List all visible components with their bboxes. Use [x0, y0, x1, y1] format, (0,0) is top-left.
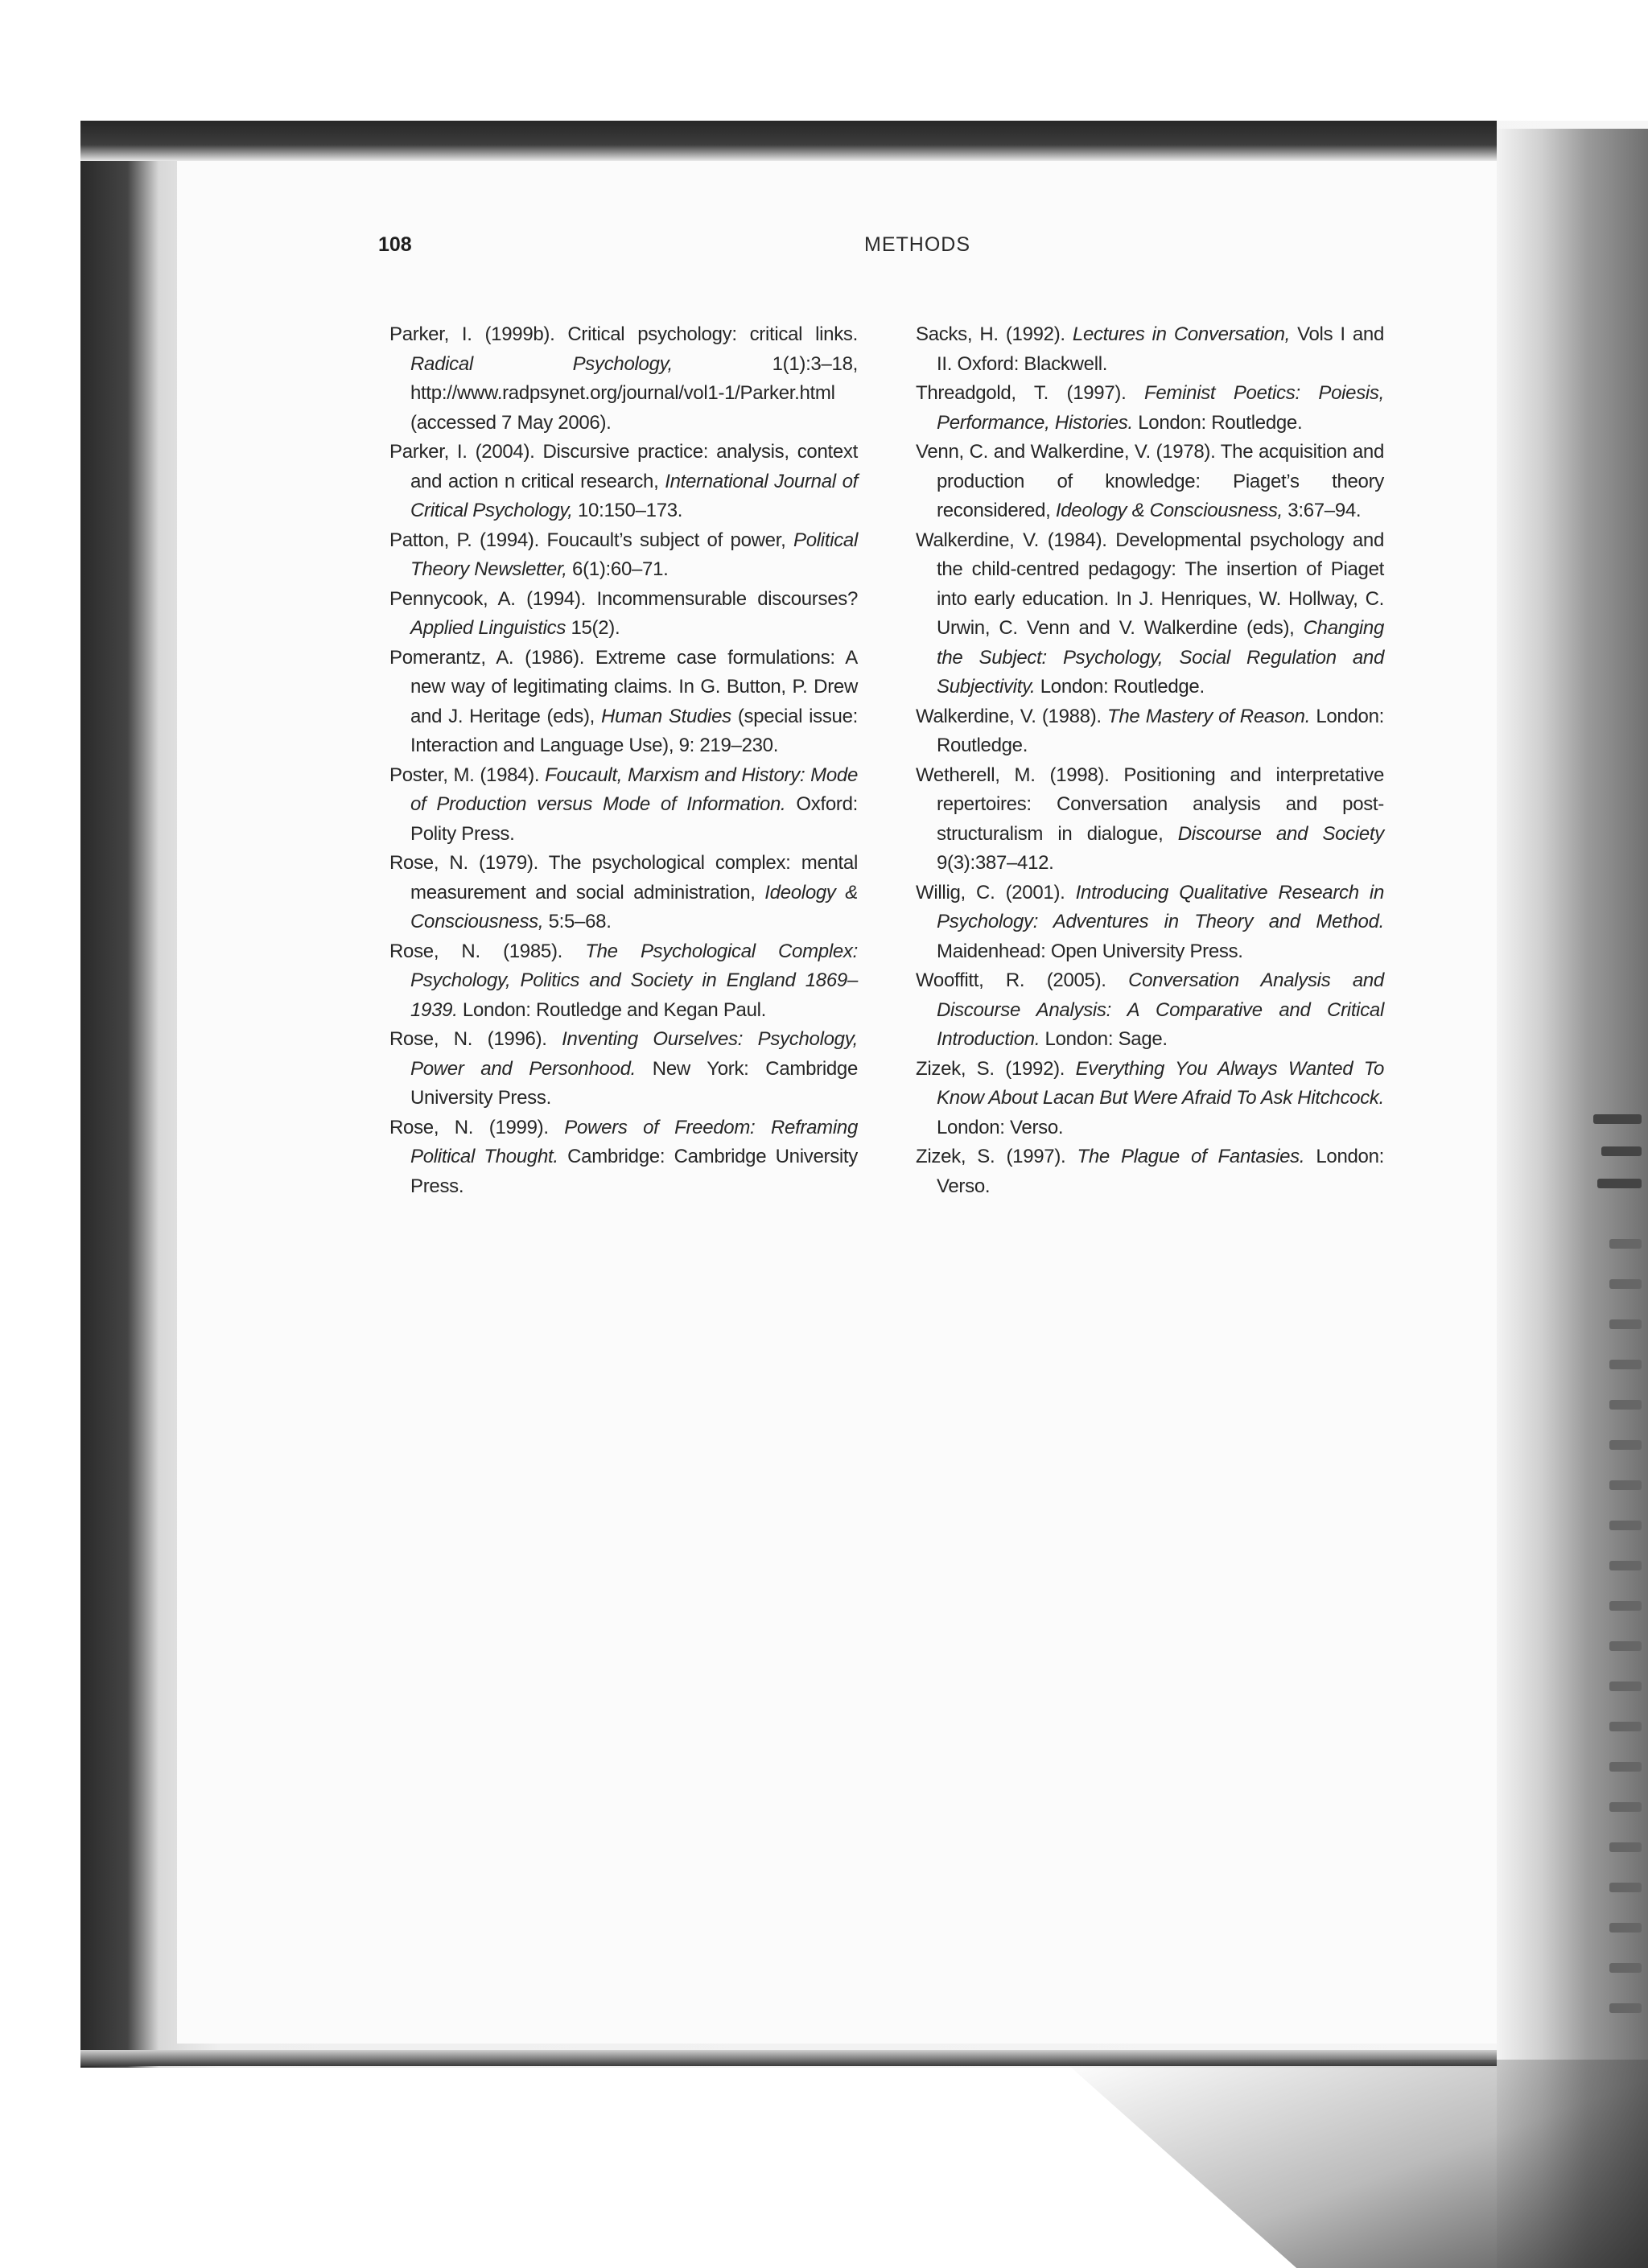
reference-text: London: Routledge.	[1035, 676, 1205, 698]
edge-mark	[1609, 1360, 1642, 1369]
reference-text: 3:67–94.	[1282, 500, 1362, 521]
reference-text: Poster, M. (1984).	[389, 764, 546, 786]
reference-entry	[916, 702, 1384, 761]
facing-page-edge	[1497, 129, 1648, 2268]
reference-text: Sacks, H. (1992).	[916, 323, 1073, 345]
edge-mark	[1609, 1762, 1642, 1772]
edge-mark	[1609, 1601, 1642, 1611]
reference-title: Ideology & Consciousness,	[410, 881, 858, 932]
reference-text: London: Verso.	[937, 1116, 1064, 1138]
reference-title: Introducing Qualitative Research in Psychology: Adventures in Theory and Method.	[937, 881, 1384, 932]
reference-entry	[916, 1055, 1384, 1143]
edge-mark	[1609, 1963, 1642, 1973]
reference-title: Changing the Subject: Psychology, Social Regulation and Subjectivity.	[937, 617, 1384, 698]
reference-entry	[389, 526, 858, 585]
reference-entry	[389, 849, 858, 937]
reference-title: Ideology & Consciousness,	[1055, 500, 1283, 521]
reference-text: Rose, N. (1999).	[389, 1116, 565, 1138]
page-number: 108	[378, 233, 412, 256]
reference-text: 15(2).	[566, 617, 620, 639]
book-top-edge	[80, 121, 1497, 161]
reference-text: London: Routledge and Kegan Paul.	[457, 998, 767, 1021]
reference-entry	[389, 585, 858, 644]
reference-text: Parker, I. (2004). Discursive practice: analysis, context and action n critical research,	[389, 441, 858, 492]
reference-text: New York: Cambridge University Press.	[410, 1057, 858, 1109]
edge-mark	[1609, 1400, 1642, 1410]
reference-text: London: Sage.	[1040, 1028, 1168, 1050]
reference-title: Applied Linguistics	[410, 617, 566, 639]
edge-mark	[1601, 1146, 1642, 1156]
reference-text: Wetherell, M. (1998). Positioning and interpretative repertoires: Conversation analysis and post-structuralism in dialogue,	[916, 764, 1384, 845]
edge-mark	[1609, 1279, 1642, 1289]
reference-entry	[389, 761, 858, 850]
reference-entry	[389, 1025, 858, 1113]
reference-entry	[389, 320, 858, 438]
reference-title: Political Theory Newsletter,	[410, 529, 858, 580]
reference-title: Conversation Analysis and Discourse Analysis: A Comparative and Critical Introduction.	[937, 969, 1384, 1050]
edge-mark	[1609, 1480, 1642, 1490]
edge-mark	[1609, 1842, 1642, 1852]
reference-text: Walkerdine, V. (1988).	[916, 705, 1108, 727]
reference-title: Lectures in Conversation,	[1072, 323, 1291, 345]
reference-text: Rose, N. (1979). The psychological complex: mental measurement and social administration,	[389, 852, 858, 903]
reference-text: Wooffitt, R. (2005).	[916, 969, 1129, 991]
reference-text: London: Routledge.	[937, 705, 1384, 756]
page-corner-shadow	[1062, 2060, 1648, 2268]
edge-mark	[1609, 1440, 1642, 1450]
reference-entry	[389, 644, 858, 761]
reference-text: Venn, C. and Walkerdine, V. (1978). The acquisition and production of knowledge: Piaget’s theory reconsidered,	[916, 441, 1384, 521]
edge-mark	[1609, 1239, 1642, 1249]
reference-title: Everything You Always Wanted To Know About Lacan But Were Afraid To Ask Hitchcock.	[937, 1057, 1384, 1109]
reference-text: Rose, N. (1996).	[389, 1028, 562, 1050]
reference-entry	[389, 1113, 858, 1202]
reference-text: Threadgold, T. (1997).	[916, 382, 1145, 404]
reference-title: Foucault, Marxism and History: Mode of Production versus Mode of Information.	[410, 764, 858, 815]
edge-mark	[1609, 1561, 1642, 1570]
reference-text: (special issue: Interaction and Language Use), 9: 219–230.	[410, 705, 859, 756]
edge-mark	[1609, 2003, 1642, 2013]
edge-mark	[1609, 1802, 1642, 1812]
reference-text: London: Verso.	[937, 1146, 1385, 1197]
references-column-right	[916, 320, 1384, 1201]
reference-title: International Journal of Critical Psychology,	[410, 470, 858, 521]
reference-title: The Mastery of Reason.	[1107, 705, 1311, 727]
reference-entry	[916, 320, 1384, 379]
reference-text: 1(1):3–18, http://www.radpsynet.org/journal/vol1-1/Parker.html (accessed 7 May 2006).	[410, 352, 858, 434]
running-head: METHODS	[864, 233, 970, 256]
reference-entry	[916, 761, 1384, 879]
edge-mark	[1609, 1319, 1642, 1329]
edge-mark	[1593, 1114, 1642, 1124]
reference-text: Zizek, S. (1992).	[916, 1057, 1076, 1080]
reference-text: Pennycook, A. (1994). Incommensurable discourses?	[389, 587, 858, 610]
reference-entry	[389, 937, 858, 1026]
reference-text: 10:150–173.	[572, 500, 683, 521]
reference-entry	[916, 379, 1384, 438]
reference-title: Feminist Poetics: Poiesis, Performance, Histories.	[937, 382, 1385, 434]
reference-text: Parker, I. (1999b). Critical psychology: critical links.	[389, 323, 858, 345]
reference-text: Pomerantz, A. (1986). Extreme case formulations: A new way of legitimating claims. In G. Button, P. Drew and J. Heritage (eds),	[389, 646, 858, 727]
reference-text: Cambridge: Cambridge University Press.	[410, 1146, 859, 1197]
reference-text: Walkerdine, V. (1984). Developmental psychology and the child-centred pedagogy: The insertion of Piaget into early education. In J. Henriques, W. Hollway, C. Urwin, C. Venn and V. Walkerdine (eds),	[916, 529, 1384, 639]
reference-title: The Psychological Complex: Psychology, Politics and Society in England 1869–1939.	[410, 940, 858, 1021]
edge-mark	[1609, 1923, 1642, 1933]
reference-text: Willig, C. (2001).	[916, 881, 1076, 903]
reference-entry	[916, 879, 1384, 967]
edge-mark	[1609, 1681, 1642, 1691]
reference-title: Inventing Ourselves: Psychology, Power and Personhood.	[410, 1028, 858, 1080]
edge-mark	[1609, 1722, 1642, 1731]
reference-text: Rose, N. (1985).	[389, 940, 586, 962]
reference-text: Patton, P. (1994). Foucault’s subject of power,	[389, 529, 793, 551]
reference-text: Vols I and II. Oxford: Blackwell.	[937, 323, 1385, 375]
reference-entry	[916, 438, 1384, 526]
reference-title: Discourse and Society	[1177, 822, 1384, 845]
reference-entry	[916, 1142, 1384, 1201]
reference-entry	[916, 966, 1384, 1055]
reference-title: The Plague of Fantasies.	[1077, 1146, 1305, 1167]
reference-text: 6(1):60–71.	[566, 558, 669, 580]
reference-text: Zizek, S. (1997).	[916, 1146, 1077, 1167]
edge-mark	[1609, 1641, 1642, 1651]
reference-title: Radical Psychology,	[410, 352, 673, 375]
reference-entry	[389, 438, 858, 526]
edge-mark	[1597, 1179, 1642, 1188]
edge-mark	[1609, 1521, 1642, 1530]
edge-mark	[1609, 1883, 1642, 1892]
references-column-left	[389, 320, 858, 1201]
reference-text: 9(3):387–412.	[937, 852, 1054, 874]
reference-text: Oxford: Polity Press.	[410, 793, 858, 845]
reference-text: London: Routledge.	[1132, 411, 1303, 434]
reference-title: Powers of Freedom: Reframing Political Thought.	[410, 1116, 858, 1167]
reference-text: 5:5–68.	[543, 911, 612, 932]
reference-entry	[916, 526, 1384, 702]
reference-title: Human Studies	[601, 705, 731, 727]
reference-text: Maidenhead: Open University Press.	[937, 940, 1243, 962]
